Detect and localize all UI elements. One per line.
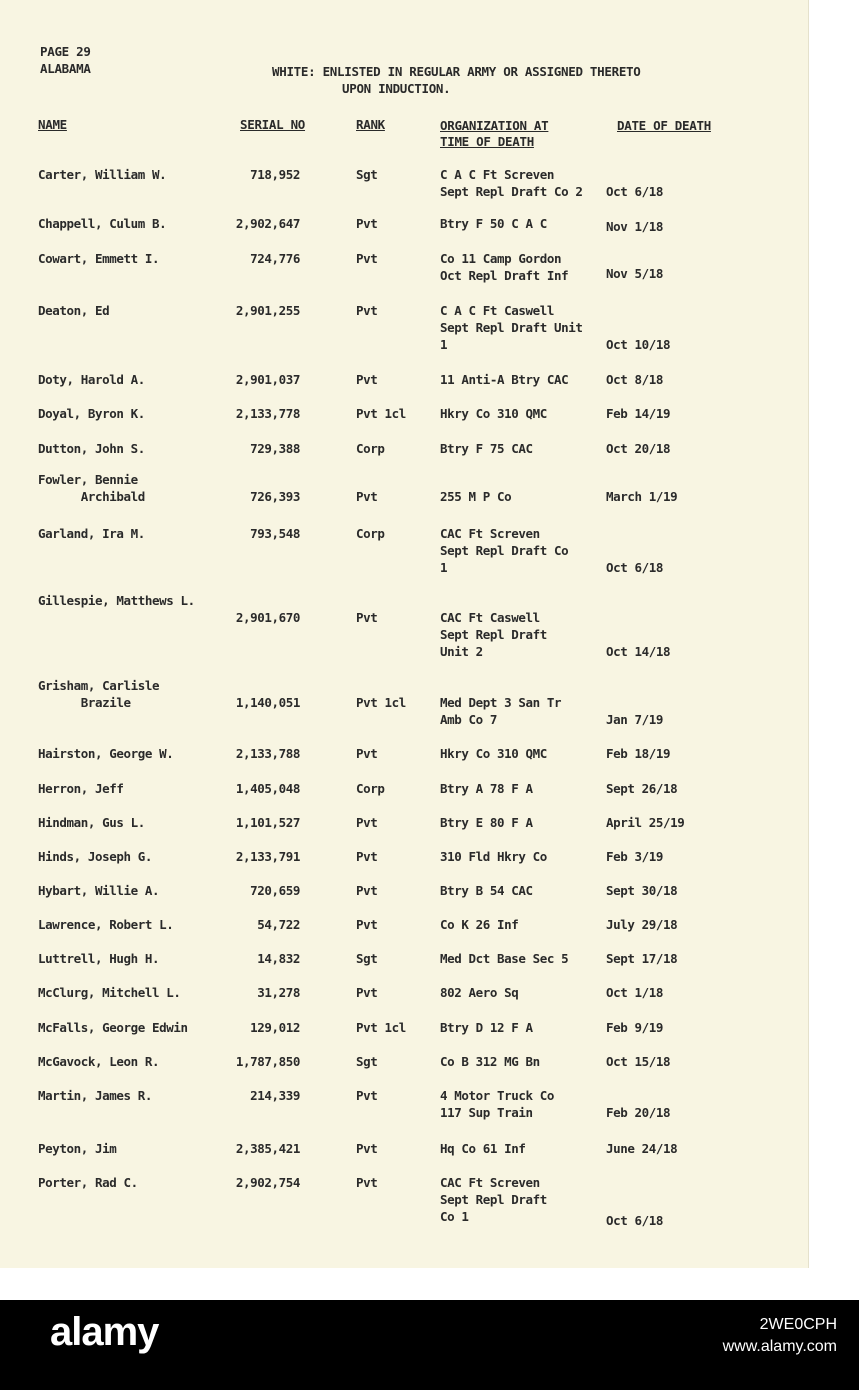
name-cell: Hybart, Willie A. (38, 883, 160, 898)
organization-cell: Hkry Co 310 QMC (440, 746, 547, 761)
rank-cell: Pvt (356, 985, 378, 1000)
date-of-death-cell: Oct 1/18 (606, 985, 664, 1000)
site-url: www.alamy.com (722, 1338, 837, 1355)
organization-cell: 255 M P Co (440, 489, 512, 504)
organization-cell: Co K 26 Inf (440, 917, 519, 932)
name-cell: Hairston, George W. (38, 746, 174, 761)
organization-cell: Btry A 78 F A (440, 781, 533, 796)
organization-cell: 802 Aero Sq (440, 985, 519, 1000)
serial-cell: 2,901,670 (235, 610, 300, 625)
alamy-logo: alamy (50, 1310, 159, 1354)
date-of-death-cell: Oct 6/18 (606, 560, 664, 575)
name-cell: Hinds, Joseph G. (38, 849, 153, 864)
serial-cell: 214,339 (250, 1088, 300, 1103)
name-cell: Lawrence, Robert L. (38, 917, 174, 932)
organization-cell: CAC Ft Caswell Sept Repl Draft Unit 2 (440, 610, 547, 659)
rank-cell: Pvt 1cl (356, 695, 406, 710)
rank-cell: Pvt (356, 883, 378, 898)
date-of-death-cell: Oct 6/18 (606, 184, 664, 199)
date-of-death-cell: July 29/18 (606, 917, 678, 932)
rank-cell: Pvt (356, 610, 378, 625)
date-of-death-cell: Feb 20/18 (606, 1105, 671, 1120)
name-cell: McClurg, Mitchell L. (38, 985, 181, 1000)
date-of-death-cell: April 25/19 (606, 815, 685, 830)
serial-cell: 54,722 (257, 917, 300, 932)
organization-cell: Btry F 75 CAC (440, 441, 533, 456)
state-label: ALABAMA (40, 61, 91, 76)
rank-cell: Pvt (356, 489, 378, 504)
column-header-date: DATE OF DEATH (617, 118, 711, 133)
date-of-death-cell: Oct 15/18 (606, 1054, 671, 1069)
date-of-death-cell: Nov 1/18 (606, 219, 664, 234)
title-line-2: UPON INDUCTION. (342, 81, 451, 96)
serial-cell: 2,133,791 (235, 849, 300, 864)
serial-cell: 2,901,255 (235, 303, 300, 318)
name-cell: McGavock, Leon R. (38, 1054, 160, 1069)
rank-cell: Pvt (356, 815, 378, 830)
rank-cell: Pvt (356, 1141, 378, 1156)
organization-cell: Med Dept 3 San Tr Amb Co 7 (440, 695, 562, 727)
name-cell: Martin, James R. (38, 1088, 153, 1103)
column-header-serial: SERIAL NO (240, 117, 306, 132)
rank-cell: Sgt (356, 167, 378, 182)
rank-cell: Sgt (356, 1054, 378, 1069)
serial-cell: 2,133,778 (235, 406, 300, 421)
name-cell: Chappell, Culum B. (38, 216, 167, 231)
image-reference (723, 1314, 837, 1358)
serial-cell: 1,405,048 (235, 781, 300, 796)
organization-cell: Btry D 12 F A (440, 1020, 533, 1035)
date-of-death-cell: Oct 10/18 (606, 337, 671, 352)
rank-cell: Pvt (356, 251, 378, 266)
organization-cell: Hkry Co 310 QMC (440, 406, 547, 421)
name-cell: Fowler, Bennie Archibald (38, 472, 145, 504)
date-of-death-cell: Feb 14/19 (606, 406, 671, 421)
organization-cell: Co B 312 MG Bn (440, 1054, 540, 1069)
rank-cell: Pvt (356, 1175, 378, 1190)
serial-cell: 1,101,527 (235, 815, 300, 830)
name-cell: Dutton, John S. (38, 441, 145, 456)
date-of-death-cell: Feb 18/19 (606, 746, 671, 761)
title-line-1: WHITE: ENLISTED IN REGULAR ARMY OR ASSIGNED THERETO (272, 64, 641, 79)
rank-cell: Pvt (356, 216, 378, 231)
name-cell: McFalls, George Edwin (38, 1020, 188, 1035)
date-of-death-cell: Sept 30/18 (606, 883, 678, 898)
serial-cell: 726,393 (250, 489, 300, 504)
name-cell: Garland, Ira M. (38, 526, 145, 541)
organization-cell: C A C Ft Screven Sept Repl Draft Co 2 (440, 167, 583, 199)
organization-cell: CAC Ft Screven Sept Repl Draft Co 1 (440, 526, 569, 575)
rank-cell: Pvt 1cl (356, 1020, 406, 1035)
serial-cell: 14,832 (257, 951, 300, 966)
serial-cell: 724,776 (250, 251, 300, 266)
organization-cell: CAC Ft Screven Sept Repl Draft Co 1 (440, 1175, 547, 1224)
organization-cell: C A C Ft Caswell Sept Repl Draft Unit 1 (440, 303, 583, 352)
name-cell: Cowart, Emmett I. (38, 251, 160, 266)
date-of-death-cell: Nov 5/18 (606, 266, 664, 281)
organization-cell: Btry E 80 F A (440, 815, 533, 830)
date-of-death-cell: Oct 14/18 (606, 644, 671, 659)
rank-cell: Pvt (356, 746, 378, 761)
organization-cell: Btry F 50 C A C (440, 216, 547, 231)
serial-cell: 2,902,647 (235, 216, 300, 231)
organization-cell: Btry B 54 CAC (440, 883, 533, 898)
date-of-death-cell: Oct 20/18 (606, 441, 671, 456)
organization-cell: 11 Anti-A Btry CAC (440, 372, 569, 387)
date-of-death-cell: Sept 26/18 (606, 781, 678, 796)
name-cell: Carter, William W. (38, 167, 167, 182)
rank-cell: Corp (356, 781, 385, 796)
image-id: 2WE0CPH (759, 1316, 837, 1333)
column-header-name: NAME (38, 117, 67, 132)
name-cell: Porter, Rad C. (38, 1175, 138, 1190)
organization-cell: Med Dct Base Sec 5 (440, 951, 569, 966)
rank-cell: Pvt (356, 1088, 378, 1103)
rank-cell: Pvt (356, 372, 378, 387)
name-cell: Herron, Jeff (38, 781, 124, 796)
date-of-death-cell: June 24/18 (606, 1141, 678, 1156)
name-cell: Doty, Harold A. (38, 372, 145, 387)
watermark-banner (0, 1300, 859, 1390)
date-of-death-cell: Feb 3/19 (606, 849, 664, 864)
rank-cell: Sgt (356, 951, 378, 966)
column-header-org: ORGANIZATION AT TIME OF DEATH (440, 118, 549, 149)
name-cell: Deaton, Ed (38, 303, 110, 318)
rank-cell: Pvt (356, 917, 378, 932)
serial-cell: 718,952 (250, 167, 300, 182)
date-of-death-cell: Jan 7/19 (606, 712, 664, 727)
serial-cell: 1,787,850 (235, 1054, 300, 1069)
date-of-death-cell: March 1/19 (606, 489, 678, 504)
date-of-death-cell: Sept 17/18 (606, 951, 678, 966)
column-header-rank: RANK (356, 117, 385, 132)
organization-cell: Co 11 Camp Gordon Oct Repl Draft Inf (440, 251, 569, 283)
serial-cell: 31,278 (257, 985, 300, 1000)
name-cell: Luttrell, Hugh H. (38, 951, 160, 966)
rank-cell: Pvt 1cl (356, 406, 406, 421)
name-cell: Hindman, Gus L. (38, 815, 145, 830)
serial-cell: 2,902,754 (235, 1175, 300, 1190)
serial-cell: 720,659 (250, 883, 300, 898)
serial-cell: 2,133,788 (235, 746, 300, 761)
serial-cell: 793,548 (250, 526, 300, 541)
serial-cell: 1,140,051 (235, 695, 300, 710)
serial-cell: 2,901,037 (235, 372, 300, 387)
name-cell: Doyal, Byron K. (38, 406, 145, 421)
serial-cell: 2,385,421 (235, 1141, 300, 1156)
organization-cell: 4 Motor Truck Co 117 Sup Train (440, 1088, 555, 1120)
rank-cell: Corp (356, 441, 385, 456)
page-label: PAGE 29 (40, 44, 91, 59)
date-of-death-cell: Oct 8/18 (606, 372, 664, 387)
rank-cell: Pvt (356, 303, 378, 318)
date-of-death-cell: Feb 9/19 (606, 1020, 664, 1035)
rank-cell: Pvt (356, 849, 378, 864)
organization-cell: 310 Fld Hkry Co (440, 849, 547, 864)
name-cell: Gillespie, Matthews L. (38, 593, 195, 608)
name-cell: Peyton, Jim (38, 1141, 117, 1156)
name-cell: Grisham, Carlisle Brazile (38, 678, 160, 710)
serial-cell: 129,012 (250, 1020, 300, 1035)
organization-cell: Hq Co 61 Inf (440, 1141, 526, 1156)
rank-cell: Corp (356, 526, 385, 541)
date-of-death-cell: Oct 6/18 (606, 1213, 664, 1228)
serial-cell: 729,388 (250, 441, 300, 456)
